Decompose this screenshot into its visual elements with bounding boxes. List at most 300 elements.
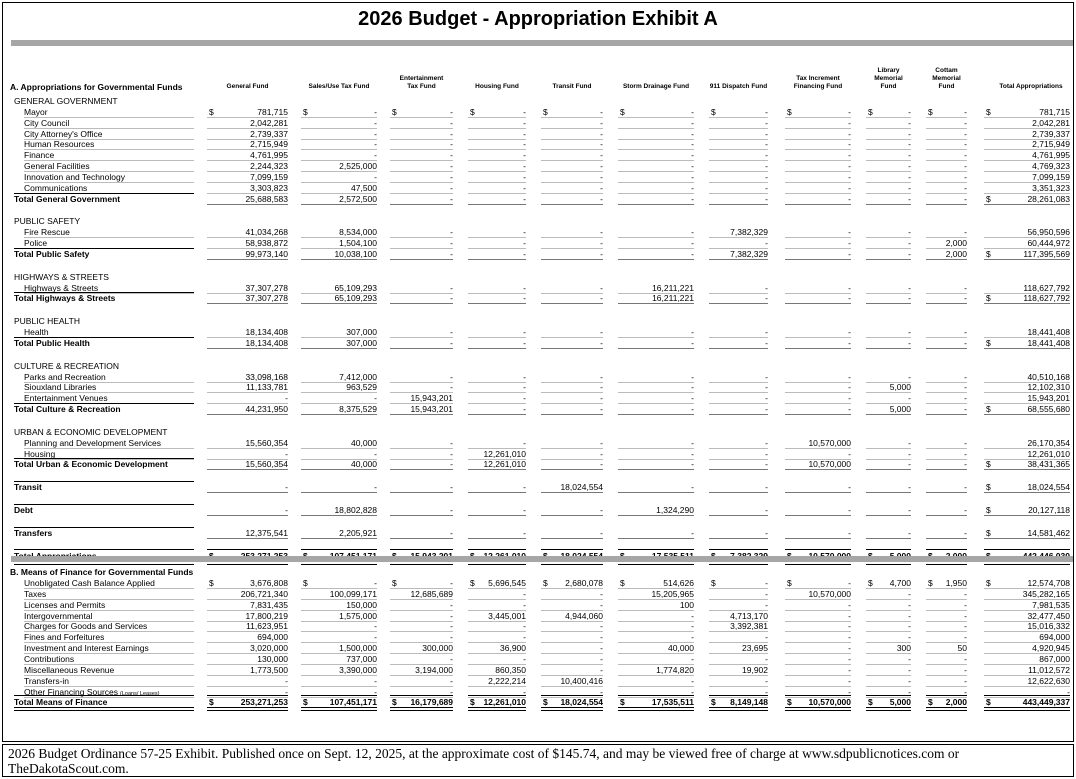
cell-value: 150,000: [346, 599, 377, 610]
cell-value: -: [908, 393, 911, 404]
cell-value: -: [765, 161, 768, 172]
dollar-sign: $: [303, 106, 308, 117]
cell-value: -: [523, 653, 526, 664]
total-row-label: Total Highways & Streets: [14, 293, 116, 304]
cell-value: 10,570,000: [808, 437, 851, 448]
cell-value: -: [964, 588, 967, 599]
cell-value: 12,261,010: [1027, 448, 1070, 459]
total-rule: [984, 515, 1070, 516]
line-item-label: Fines and Forfeitures: [24, 632, 105, 643]
cell-value: 4,761,995: [1032, 150, 1070, 161]
cell-value: -: [964, 128, 967, 139]
cell-value: 100,099,171: [329, 588, 377, 599]
total-rule: [926, 469, 967, 470]
total-rule: [207, 259, 288, 260]
cell-value: -: [450, 505, 453, 516]
total-rule: [618, 303, 694, 304]
cell-value: -: [964, 437, 967, 448]
line-item-label: Charges for Goods and Services: [24, 621, 148, 632]
line-item-label: Police: [24, 238, 48, 249]
cell-value: -: [691, 459, 694, 470]
total-row-label: Total Public Safety: [14, 248, 90, 259]
total-rule: [785, 204, 851, 205]
cell-value: -: [600, 161, 603, 172]
cell-value: -: [908, 664, 911, 675]
line-item-label: Intergovernmental: [24, 610, 93, 621]
cell-value: 107,451,171: [329, 697, 377, 708]
dollar-sign: $: [787, 697, 792, 708]
grand-top-rule: [468, 549, 526, 550]
cell-value: -: [765, 686, 768, 697]
label-rule: [14, 481, 194, 482]
cell-value: -: [964, 327, 967, 338]
total-rule: [618, 469, 694, 470]
line-item-label: General Facilities: [24, 161, 90, 172]
total-rule: [207, 204, 288, 205]
cell-value: -: [908, 337, 911, 348]
cell-value: -: [450, 459, 453, 470]
total-rule: [207, 538, 288, 539]
total-rule: [785, 414, 851, 415]
cell-value: -: [374, 139, 377, 150]
cell-value: 16,211,221: [652, 293, 694, 304]
dollar-sign: $: [986, 106, 991, 117]
cell-value: -: [765, 182, 768, 193]
cell-value: -: [523, 238, 526, 249]
dollar-sign: $: [470, 578, 475, 588]
cell-value: -: [600, 128, 603, 139]
cell-value: 5,000: [889, 382, 911, 393]
cell-value: -: [908, 171, 911, 182]
label-rule: [14, 504, 194, 505]
line-item-label: Contributions: [24, 653, 75, 664]
cell-value: -: [450, 482, 453, 493]
total-row-label: Total Means of Finance: [14, 697, 108, 708]
cell-value: -: [964, 599, 967, 610]
cell-value: -: [908, 371, 911, 382]
cell-value: 18,024,554: [1027, 482, 1070, 493]
cell-value: -: [908, 182, 911, 193]
cell-value: -: [964, 404, 967, 415]
cell-value: -: [848, 171, 851, 182]
cell-value: -: [691, 393, 694, 404]
cell-value: 50: [957, 643, 967, 654]
line-item-label: Human Resources: [24, 139, 95, 150]
cell-value: -: [848, 193, 851, 204]
total-rule: [984, 204, 1070, 205]
cell-value: -: [765, 393, 768, 404]
cell-value: -: [765, 578, 768, 588]
cell-value: 300,000: [422, 643, 453, 654]
total-rule: [618, 538, 694, 539]
dollar-sign: $: [986, 482, 991, 493]
cell-value: -: [964, 632, 967, 643]
cell-value: -: [691, 675, 694, 686]
cell-value: 19,902: [742, 664, 768, 675]
cell-value: -: [908, 610, 911, 621]
page-title: 2026 Budget - Appropriation Exhibit A: [358, 8, 718, 30]
label-rule: [14, 403, 194, 404]
total-rule: [301, 204, 377, 205]
column-header: 911 Dispatch Fund: [709, 83, 768, 90]
cell-value: 100: [679, 599, 694, 610]
cell-value: -: [964, 150, 967, 161]
cell-value: -: [600, 686, 603, 697]
cell-value: -: [523, 482, 526, 493]
cell-value: -: [450, 238, 453, 249]
cell-value: 781,715: [1039, 106, 1070, 117]
cell-value: -: [374, 578, 377, 588]
cell-value: -: [374, 106, 377, 117]
cell-value: -: [691, 161, 694, 172]
grand-top-rule: [785, 695, 851, 696]
cell-value: -: [450, 337, 453, 348]
cell-value: -: [450, 282, 453, 293]
cell-value: -: [600, 227, 603, 238]
cell-value: 307,000: [346, 337, 377, 348]
cell-value: -: [964, 171, 967, 182]
grand-top-rule: [984, 549, 1070, 550]
total-rule: [541, 303, 603, 304]
cell-value: -: [908, 675, 911, 686]
total-row-label: Total Public Health: [14, 337, 90, 348]
cell-value: -: [908, 161, 911, 172]
total-rule: [301, 492, 377, 493]
cell-value: -: [523, 632, 526, 643]
cell-value: -: [908, 150, 911, 161]
cell-value: -: [600, 599, 603, 610]
cell-value: 2,739,337: [1032, 128, 1070, 139]
cell-value: -: [964, 505, 967, 516]
cell-value: -: [374, 632, 377, 643]
cell-value: -: [908, 139, 911, 150]
cell-value: -: [450, 150, 453, 161]
total-row-label: Debt: [14, 505, 33, 516]
cell-value: -: [523, 382, 526, 393]
cell-value: 1,774,820: [656, 664, 694, 675]
cell-value: 40,000: [668, 643, 694, 654]
cell-value: -: [848, 337, 851, 348]
cell-value: -: [285, 482, 288, 493]
cell-value: 65,109,293: [334, 293, 377, 304]
cell-value: 56,950,596: [1027, 227, 1070, 238]
dollar-sign: $: [620, 697, 625, 708]
dollar-sign: $: [470, 697, 475, 708]
cell-value: -: [908, 106, 911, 117]
total-rule: [207, 492, 288, 493]
cell-value: -: [765, 599, 768, 610]
cell-value: 2,572,500: [339, 193, 377, 204]
cell-value: -: [848, 248, 851, 259]
cell-value: -: [523, 227, 526, 238]
cell-value: 11,012,572: [1028, 664, 1070, 675]
cell-value: -: [908, 293, 911, 304]
cell-value: -: [765, 282, 768, 293]
label-rule: [14, 695, 194, 696]
cell-value: 40,000: [351, 437, 377, 448]
cell-value: -: [374, 171, 377, 182]
column-header: Cottam Memorial Fund: [932, 67, 961, 90]
dollar-sign: $: [868, 697, 873, 708]
cell-value: 40,000: [351, 459, 377, 470]
total-row-label: Total General Government: [14, 193, 121, 204]
cell-value: 68,555,680: [1027, 404, 1070, 415]
cell-value: -: [964, 227, 967, 238]
cell-value: -: [691, 150, 694, 161]
total-row-label: Transit: [14, 482, 42, 493]
total-rule: [785, 492, 851, 493]
total-rule: [541, 492, 603, 493]
total-rule: [207, 303, 288, 304]
cell-value: 10,570,000: [808, 459, 851, 470]
line-item-label: Licenses and Permits: [24, 599, 106, 610]
column-header: Entertainment Tax Fund: [399, 75, 444, 90]
dollar-sign: $: [209, 578, 214, 588]
cell-value: -: [691, 327, 694, 338]
cell-value: -: [964, 527, 967, 538]
total-rule: [866, 538, 911, 539]
cell-value: -: [848, 653, 851, 664]
grand-double-rule: [468, 707, 526, 711]
header-divider: [11, 40, 1073, 46]
cell-value: 15,560,354: [245, 459, 288, 470]
total-rule: [926, 492, 967, 493]
total-rule: [866, 348, 911, 349]
cell-value: -: [848, 293, 851, 304]
cell-value: 12,261,010: [483, 448, 526, 459]
cell-value: -: [523, 182, 526, 193]
cell-value: 2,042,281: [250, 117, 288, 128]
cell-value: 12,574,708: [1027, 578, 1070, 588]
cell-value: -: [523, 393, 526, 404]
cell-value: 99,973,140: [245, 248, 288, 259]
grand-double-rule: [207, 707, 288, 711]
total-rule: [785, 538, 851, 539]
cell-value: 10,570,000: [808, 588, 851, 599]
cell-value: -: [691, 171, 694, 182]
label-double-rule: [14, 707, 194, 711]
cell-value: -: [523, 293, 526, 304]
cell-value: -: [1067, 686, 1070, 697]
label-rule: [14, 193, 194, 194]
total-rule: [301, 515, 377, 516]
cell-value: -: [964, 139, 967, 150]
cell-value: -: [523, 282, 526, 293]
cell-value: 15,016,332: [1027, 621, 1070, 632]
cell-value: -: [908, 482, 911, 493]
cell-value: 44,231,950: [245, 404, 288, 415]
cell-value: -: [600, 117, 603, 128]
section-b-title: B. Means of Finance for Governmental Funds: [10, 567, 194, 577]
cell-value: 5,000: [889, 404, 911, 415]
cell-value: 11,133,781: [246, 382, 288, 393]
column-header: Total Appropriations: [999, 83, 1063, 90]
cell-value: -: [450, 128, 453, 139]
total-rule: [541, 538, 603, 539]
total-rule: [866, 492, 911, 493]
total-rule: [866, 515, 911, 516]
cell-value: -: [374, 393, 377, 404]
dollar-sign: $: [711, 697, 716, 708]
cell-value: -: [691, 448, 694, 459]
cell-value: -: [908, 193, 911, 204]
dollar-sign: $: [543, 697, 548, 708]
cell-value: 4,920,945: [1032, 643, 1070, 654]
line-item-note: (Loans/ Leases): [120, 690, 160, 697]
cell-value: 14,581,462: [1027, 527, 1070, 538]
cell-value: 307,000: [346, 327, 377, 338]
cell-value: -: [848, 139, 851, 150]
cell-value: 867,000: [1039, 653, 1070, 664]
cell-value: -: [523, 193, 526, 204]
cell-value: 2,739,337: [250, 128, 288, 139]
column-header: Housing Fund: [475, 83, 519, 90]
total-rule: [926, 259, 967, 260]
total-rule: [390, 348, 453, 349]
cell-value: 860,350: [495, 664, 526, 675]
cell-value: 3,351,323: [1032, 182, 1070, 193]
cell-value: -: [450, 161, 453, 172]
cell-value: -: [600, 171, 603, 182]
column-header: Library Memorial Fund: [874, 67, 903, 90]
cell-value: -: [908, 505, 911, 516]
cell-value: -: [691, 404, 694, 415]
cell-value: -: [523, 117, 526, 128]
total-rule: [709, 259, 768, 260]
cell-value: 4,769,323: [1032, 161, 1070, 172]
cell-value: 206,721,340: [240, 588, 288, 599]
grand-top-rule: [984, 695, 1070, 696]
total-rule: [866, 469, 911, 470]
line-item-label: Miscellaneous Revenue: [24, 664, 115, 675]
cell-value: -: [848, 578, 851, 588]
grand-top-rule: [207, 549, 288, 550]
category-heading: URBAN & ECONOMIC DEVELOPMENT: [14, 426, 168, 437]
cell-value: 2,000: [945, 248, 967, 259]
cell-value: -: [848, 686, 851, 697]
total-rule: [926, 303, 967, 304]
cell-value: 7,382,329: [730, 248, 768, 259]
cell-value: -: [374, 621, 377, 632]
dollar-sign: $: [928, 106, 933, 117]
line-item-label: Health: [24, 327, 49, 338]
cell-value: -: [691, 337, 694, 348]
cell-value: -: [523, 527, 526, 538]
cell-value: -: [285, 686, 288, 697]
cell-value: -: [964, 448, 967, 459]
dollar-sign: $: [986, 293, 991, 304]
cell-value: -: [964, 653, 967, 664]
cell-value: 1,950: [945, 578, 967, 588]
total-rule: [468, 414, 526, 415]
cell-value: -: [765, 128, 768, 139]
grand-double-rule: [866, 707, 911, 711]
cell-value: 60,444,972: [1027, 238, 1070, 249]
cell-value: -: [450, 621, 453, 632]
cell-value: -: [450, 117, 453, 128]
cell-value: -: [523, 139, 526, 150]
dollar-sign: $: [392, 578, 397, 588]
cell-value: -: [523, 150, 526, 161]
dollar-sign: $: [986, 193, 991, 204]
grand-top-rule: [390, 695, 453, 696]
cell-value: -: [848, 448, 851, 459]
total-rule: [301, 538, 377, 539]
total-rule: [207, 515, 288, 516]
dollar-sign: $: [209, 697, 214, 708]
line-item-label: Siouxland Libraries: [24, 382, 97, 393]
total-rule: [618, 204, 694, 205]
total-rule: [618, 259, 694, 260]
cell-value: 7,981,535: [1032, 599, 1070, 610]
cell-value: 345,282,165: [1022, 588, 1070, 599]
cell-value: 300: [896, 643, 911, 654]
cell-value: 16,211,221: [652, 282, 694, 293]
cell-value: 7,412,000: [339, 371, 377, 382]
cell-value: -: [765, 459, 768, 470]
cell-value: 5,000: [889, 697, 911, 708]
total-rule: [541, 348, 603, 349]
cell-value: 18,024,554: [560, 697, 603, 708]
total-rule: [984, 414, 1070, 415]
total-rule: [866, 259, 911, 260]
cell-value: 1,575,000: [339, 610, 377, 621]
cell-value: -: [848, 599, 851, 610]
dollar-sign: $: [787, 106, 792, 117]
label-rule: [14, 458, 194, 459]
cell-value: 10,570,000: [808, 697, 851, 708]
cell-value: 18,024,554: [560, 482, 603, 493]
cell-value: 15,205,965: [651, 588, 694, 599]
cell-value: -: [848, 527, 851, 538]
cell-value: -: [523, 327, 526, 338]
grand-top-rule: [866, 549, 911, 550]
cell-value: -: [600, 327, 603, 338]
total-rule: [541, 204, 603, 205]
cell-value: 47,500: [351, 182, 377, 193]
cell-value: -: [691, 117, 694, 128]
cell-value: -: [450, 182, 453, 193]
cell-value: 25,688,583: [245, 193, 288, 204]
total-rule: [984, 303, 1070, 304]
cell-value: -: [964, 482, 967, 493]
cell-value: -: [848, 150, 851, 161]
cell-value: -: [964, 193, 967, 204]
cell-value: -: [450, 599, 453, 610]
dollar-sign: $: [868, 106, 873, 117]
cell-value: 58,938,872: [245, 238, 288, 249]
total-rule: [390, 259, 453, 260]
cell-value: -: [600, 527, 603, 538]
cell-value: -: [523, 621, 526, 632]
column-header: Sales/Use Tax Fund: [308, 83, 370, 90]
cell-value: -: [848, 117, 851, 128]
total-rule: [709, 204, 768, 205]
grand-top-rule: [785, 549, 851, 550]
cell-value: -: [523, 505, 526, 516]
column-header: Tax Increment Financing Fund: [793, 75, 843, 90]
cell-value: -: [848, 161, 851, 172]
dollar-sign: $: [209, 106, 214, 117]
dollar-sign: $: [303, 697, 308, 708]
cell-value: -: [450, 578, 453, 588]
cell-value: -: [765, 632, 768, 643]
cell-value: -: [600, 106, 603, 117]
dollar-sign: $: [928, 578, 933, 588]
label-rule: [14, 337, 194, 338]
cell-value: -: [848, 621, 851, 632]
cell-value: -: [908, 621, 911, 632]
